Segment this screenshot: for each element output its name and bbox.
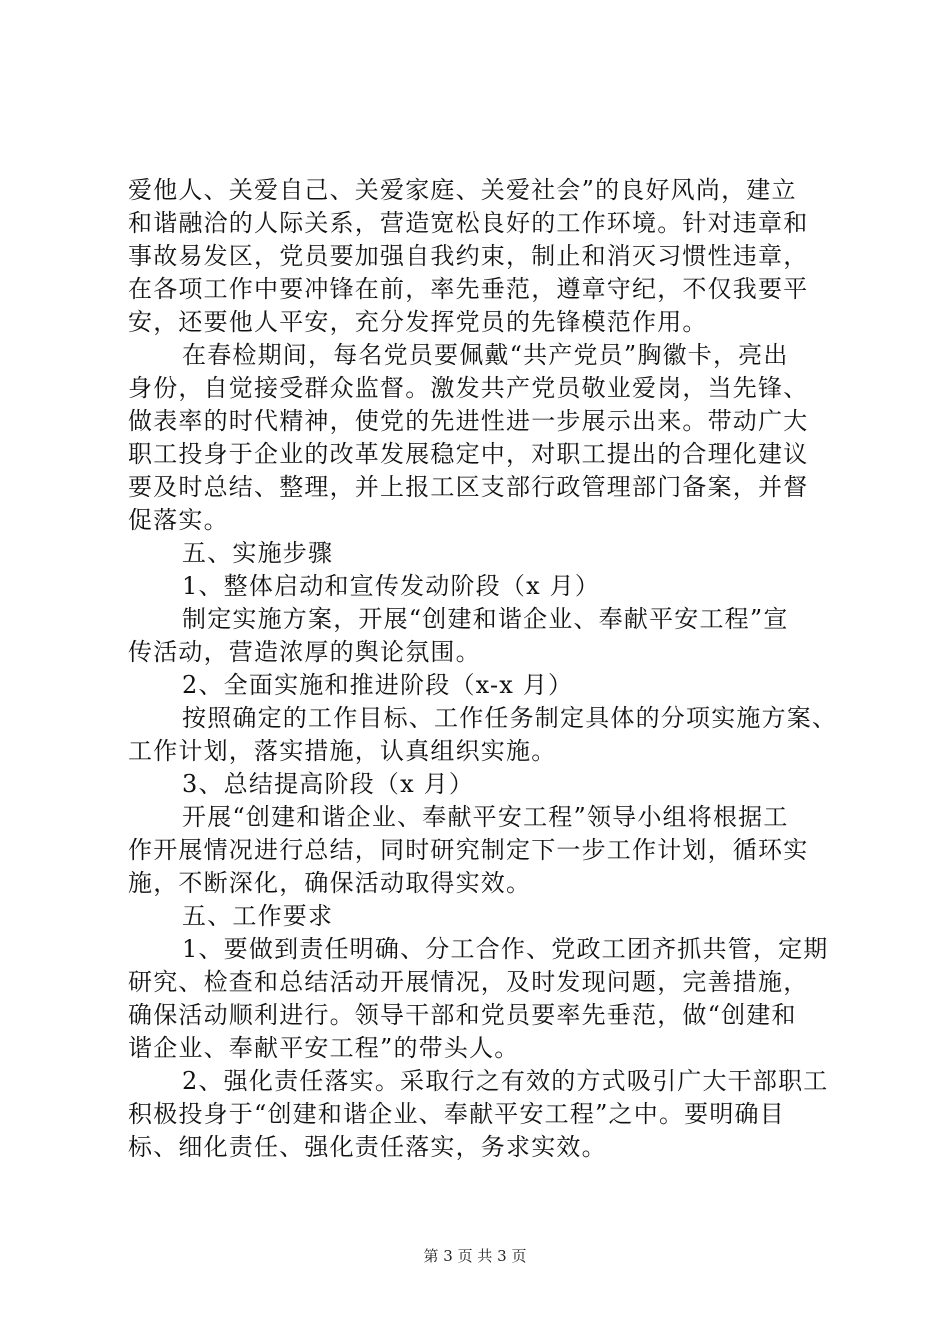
- paragraph-start-line: 在春检期间，每名党员要佩戴“共产党员”胸徽卡，亮出: [182, 341, 789, 369]
- text-line: 研究、检查和总结活动开展情况，及时发现问题，完善措施，: [128, 968, 809, 996]
- text-line: 确保活动顺利进行。领导干部和党员要率先垂范，做“创建和: [128, 1001, 797, 1029]
- paragraph-start-line: 按照确定的工作目标、工作任务制定具体的分项实施方案、: [182, 704, 838, 732]
- step-heading: 1、整体启动和宣传发动阶段（x 月）: [182, 572, 601, 600]
- text-line: 爱他人、关爱自己、关爱家庭、关爱社会”的良好风尚，建立: [128, 176, 797, 204]
- text-line: 安，还要他人平安，充分发挥党员的先锋模范作用。: [128, 308, 708, 336]
- text-line: 传活动，营造浓厚的舆论氛围。: [128, 638, 481, 666]
- text-line: 标、细化责任、强化责任落实，务求实效。: [128, 1133, 607, 1161]
- text-line: 谐企业、奉献平安工程”的带头人。: [128, 1034, 520, 1062]
- text-line: 作开展情况进行总结，同时研究制定下一步工作计划，循环实: [128, 836, 809, 864]
- text-line: 职工投身于企业的改革发展稳定中，对职工提出的合理化建议: [128, 440, 809, 468]
- paragraph-start-line: 2、强化责任落实。采取行之有效的方式吸引广大干部职工: [182, 1067, 829, 1095]
- text-line: 身份，自觉接受群众监督。激发共产党员敬业爱岗，当先锋、: [128, 374, 809, 402]
- page-footer: 第 3 页 共 3 页: [423, 1247, 527, 1265]
- text-line: 促落实。: [128, 506, 229, 534]
- text-line: 在各项工作中要冲锋在前，率先垂范，遵章守纪，不仅我要平: [128, 275, 809, 303]
- paragraph-start-line: 1、要做到责任明确、分工合作、党政工团齐抓共管，定期: [182, 935, 829, 963]
- section-heading: 五、工作要求: [182, 902, 334, 930]
- paragraph-start-line: 开展“创建和谐企业、奉献平安工程”领导小组将根据工: [182, 803, 789, 831]
- text-line: 和谐融洽的人际关系，营造宽松良好的工作环境。针对违章和: [128, 209, 809, 237]
- text-line: 积极投身于“创建和谐企业、奉献平安工程”之中。要明确目: [128, 1100, 785, 1128]
- text-line: 要及时总结、整理，并上报工区支部行政管理部门备案，并督: [128, 473, 809, 501]
- text-line: 事故易发区，党员要加强自我约束，制止和消灭习惯性违章，: [128, 242, 809, 270]
- section-heading: 五、实施步骤: [182, 539, 334, 567]
- paragraph-start-line: 制定实施方案，开展“创建和谐企业、奉献平安工程”宣: [182, 605, 789, 633]
- text-line: 工作计划，落实措施，认真组织实施。: [128, 737, 557, 765]
- text-line: 施，不断深化，确保活动取得实效。: [128, 869, 532, 897]
- step-heading: 3、总结提高阶段（x 月）: [182, 770, 475, 798]
- document-body: [128, 174, 838, 1164]
- text-line: 做表率的时代精神，使党的先进性进一步展示出来。带动广大: [128, 407, 809, 435]
- step-heading: 2、全面实施和推进阶段（x-x 月）: [182, 671, 574, 699]
